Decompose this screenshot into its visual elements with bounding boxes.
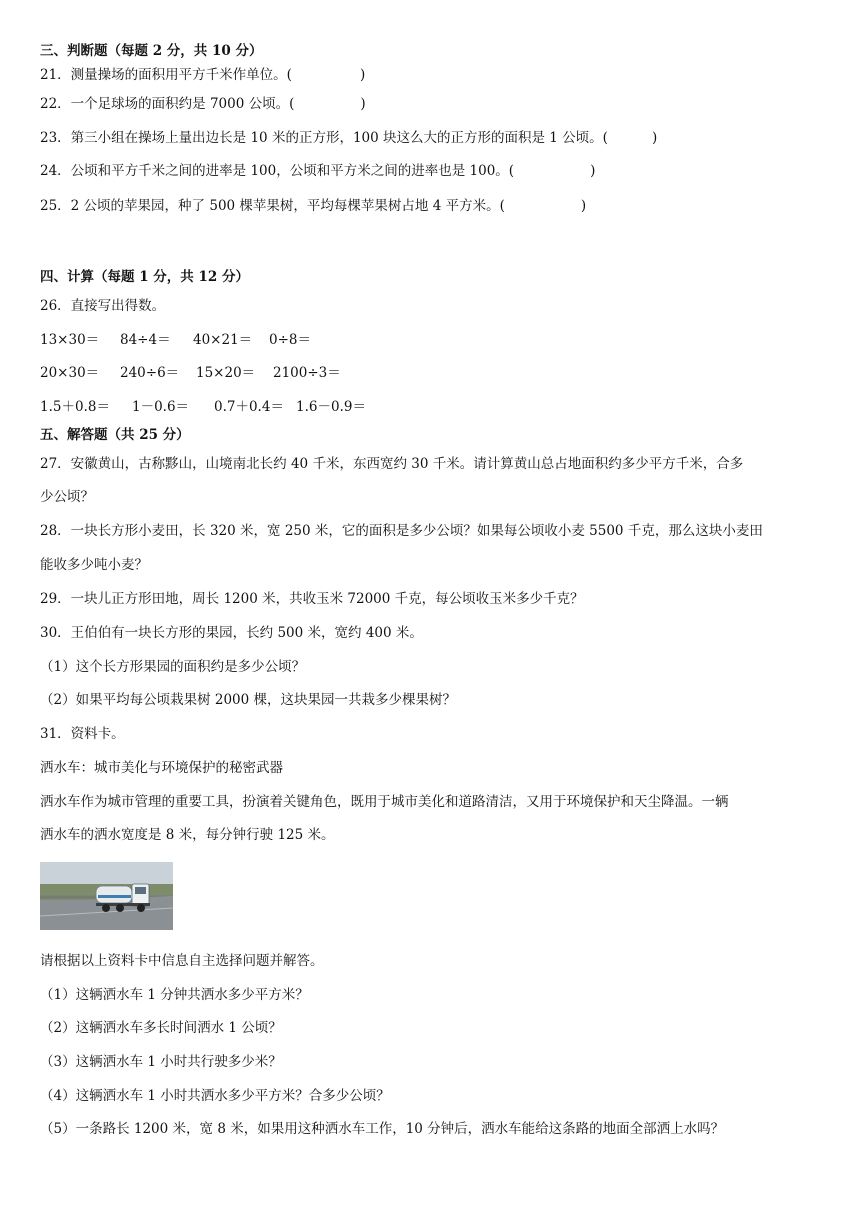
answer-close-paren: ) — [360, 96, 366, 112]
calc-item: 40×21＝ — [193, 332, 253, 348]
question-30-part-1: （1）这个长方形果园的面积约是多少公顷？ — [40, 659, 306, 675]
calc-item: 1－0.6＝ — [132, 399, 190, 415]
question-26: 26．直接写出得数。 — [40, 298, 166, 314]
question-28-line-2: 能收多少吨小麦？ — [40, 557, 148, 573]
calc-item: 0.7＋0.4＝ — [214, 399, 284, 415]
question-30: 30．王伯伯有一块长方形的果园，长约 500 米，宽约 400 米。 — [40, 625, 423, 641]
question-30-part-2: （2）如果平均每公顷栽果树 2000 棵，这块果园一共栽多少棵果树？ — [40, 692, 457, 708]
card-text-line-2: 洒水车的洒水宽度是 8 米，每分钟行驶 125 米。 — [40, 827, 335, 843]
calc-row-3 — [40, 398, 366, 416]
question-23-text: 23．第三小组在操场上量出边长是 10 米的正方形，100 块这么大的正方形的面积是 1 公顷。( — [40, 130, 608, 146]
sprinkler-truck-photo — [40, 862, 173, 930]
question-27-line-2: 少公顷？ — [40, 489, 94, 505]
answer-close-paren: ) — [590, 163, 596, 179]
question-31-part-2: （2）这辆洒水车多长时间洒水 1 公顷？ — [40, 1020, 282, 1036]
question-24 — [40, 162, 595, 180]
calc-item: 2100÷3＝ — [273, 365, 341, 381]
answer-close-paren: ) — [580, 198, 587, 214]
section-3-title: 三、判断题（每题 2 分，共 10 分） — [40, 43, 263, 59]
question-31-part-4: （4）这辆洒水车 1 小时共洒水多少平方米？合多少公顷？ — [40, 1088, 390, 1104]
question-25-text: 25．2 公顷的苹果园，种了 500 棵苹果树，平均每棵苹果树占地 4 平方米。( — [40, 198, 505, 214]
answer-close-paren: ) — [651, 130, 658, 146]
section-5-title: 五、解答题（共 25 分） — [40, 427, 190, 443]
question-31-part-1: （1）这辆洒水车 1 分钟共洒水多少平方米？ — [40, 987, 309, 1003]
question-31: 31．资料卡。 — [40, 726, 125, 742]
calc-row-2 — [40, 364, 341, 382]
calc-item: 13×30＝ — [40, 332, 100, 348]
question-31-part-3: （3）这辆洒水车 1 小时共行驶多少米？ — [40, 1054, 282, 1070]
question-21 — [40, 66, 365, 84]
question-22-text: 22．一个足球场的面积约是 7000 公顷。( — [40, 96, 295, 112]
question-22 — [40, 95, 366, 113]
prompt-text: 请根据以上资料卡中信息自主选择问题并解答。 — [40, 953, 324, 969]
question-23 — [40, 129, 657, 147]
question-29: 29．一块儿正方形田地，周长 1200 米，共收玉米 72000 千克，每公顷收玉米多少千克？ — [40, 591, 584, 607]
question-25 — [40, 197, 586, 215]
question-28-line-1: 28．一块长方形小麦田，长 320 米，宽 250 米，它的面积是多少公顷？如果每公顷收小麦 5500 千克，那么这块小麦田 — [40, 523, 763, 539]
calc-item: 15×20＝ — [196, 365, 256, 381]
sprinkler-truck-illustration — [40, 862, 173, 930]
calc-item: 240÷6＝ — [120, 365, 180, 381]
question-27-line-1: 27．安徽黄山，古称黟山，山境南北长约 40 千米，东西宽约 30 千米。请计算黄山总占地面积约多少平方千米，合多 — [40, 456, 744, 472]
question-24-text: 24．公顷和平方千米之间的进率是 100，公顷和平方米之间的进率也是 100。( — [40, 163, 515, 179]
question-31-part-5: （5）一条路长 1200 米，宽 8 米，如果用这种洒水车工作，10 分钟后，洒水车能给这条路的地面全部洒上水吗？ — [40, 1121, 725, 1137]
calc-item: 84÷4＝ — [120, 332, 171, 348]
calc-item: 1.5＋0.8＝ — [40, 399, 110, 415]
answer-close-paren: ) — [359, 67, 366, 83]
section-4-title: 四、计算（每题 1 分，共 12 分） — [40, 269, 249, 285]
question-21-text: 21．测量操场的面积用平方千米作单位。( — [40, 67, 292, 83]
card-text-line-1: 洒水车作为城市管理的重要工具，扮演着关键角色，既用于城市美化和道路清洁，又用于环境保护和天尘降温。一辆 — [40, 794, 729, 810]
card-title: 洒水车：城市美化与环境保护的秘密武器 — [40, 760, 283, 776]
calc-row-1 — [40, 331, 311, 349]
calc-item: 20×30＝ — [40, 365, 100, 381]
calc-item: 1.6－0.9＝ — [296, 399, 366, 415]
calc-item: 0÷8＝ — [269, 332, 311, 348]
